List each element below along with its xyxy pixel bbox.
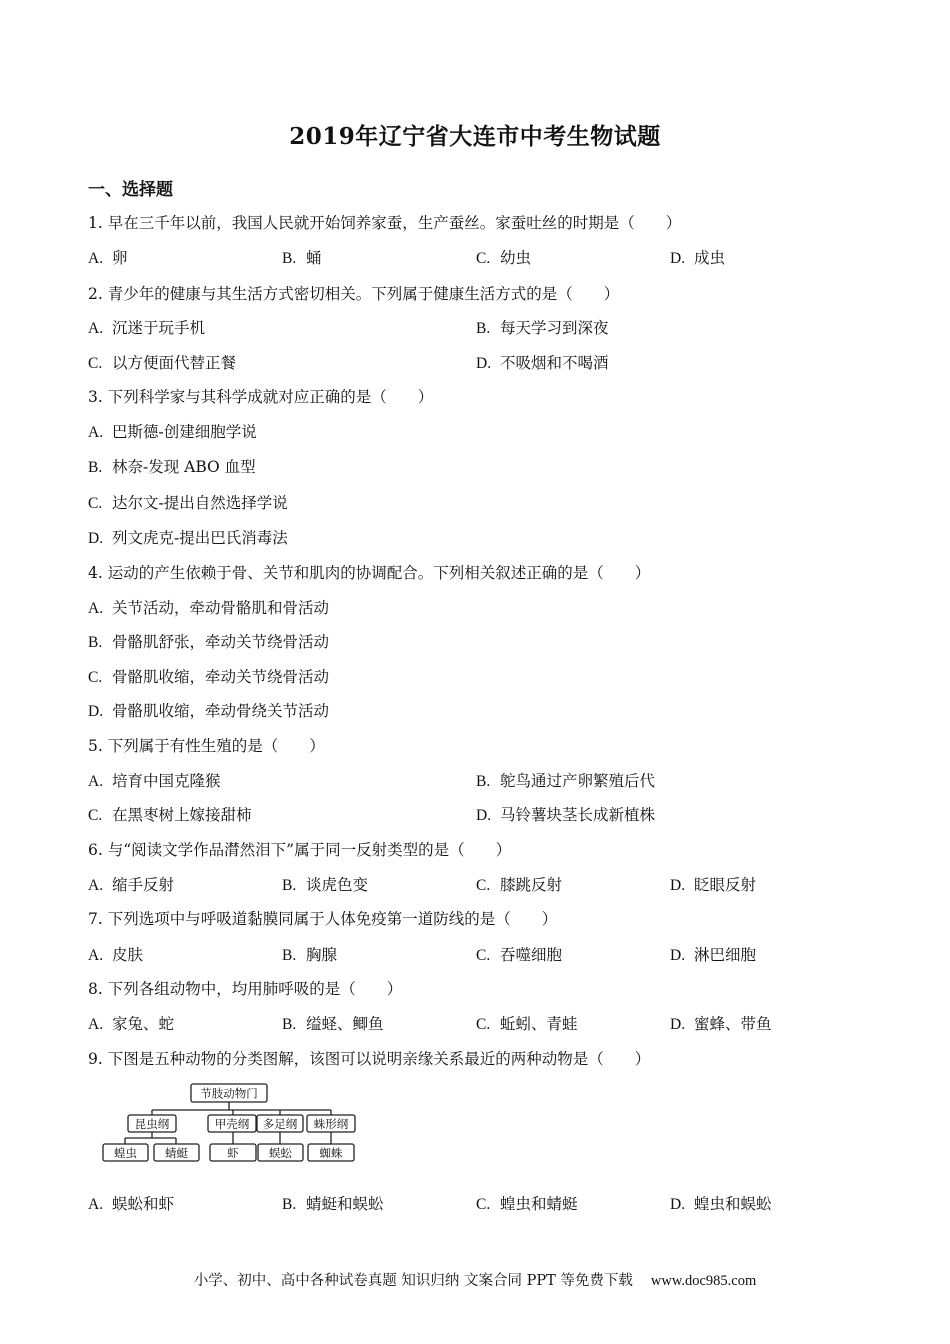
option-letter: B.	[282, 1196, 297, 1213]
option-7d	[670, 943, 756, 965]
diagram-animal-label: 蜈蚣	[269, 1146, 292, 1160]
option-text: 在黑枣树上嫁接甜柿	[112, 806, 252, 824]
question-stem-8: 8. 下列各组动物中，均用肺呼吸的是（ ）	[88, 980, 403, 998]
option-4d	[88, 699, 329, 721]
option-letter: B.	[282, 877, 297, 894]
option-letter: C.	[88, 355, 103, 372]
option-2a	[88, 316, 205, 338]
question-stem-9: 9. 下图是五种动物的分类图解，该图可以说明亲缘关系最近的两种动物是（ ）	[88, 1050, 651, 1068]
option-letter: A.	[88, 877, 104, 894]
option-letter: A.	[88, 1016, 104, 1033]
option-9a	[88, 1192, 174, 1214]
question-stem-4: 4. 运动的产生依赖于骨、关节和肌肉的协调配合。下列相关叙述正确的是（ ）	[88, 564, 651, 582]
diagram-class-label: 甲壳纲	[214, 1117, 250, 1131]
option-letter: B.	[282, 1016, 297, 1033]
option-text: 林奈-发现 ABO 血型	[112, 458, 256, 476]
option-text: 蝗虫和蜻蜓	[500, 1195, 578, 1213]
footer-text: 小学、初中、高中各种试卷真题 知识归纳 文案合同 PPT 等免费下载	[193, 1273, 633, 1289]
option-5a	[88, 769, 221, 791]
option-letter: A.	[88, 250, 104, 267]
option-3c	[88, 491, 288, 513]
option-text: 巴斯德-创建细胞学说	[112, 423, 257, 441]
option-7b	[282, 943, 337, 965]
option-text: 胸腺	[306, 946, 338, 964]
option-9c	[476, 1192, 578, 1214]
option-letter: A.	[88, 320, 104, 337]
option-text: 蛹	[306, 249, 322, 267]
option-letter: D.	[670, 1196, 686, 1213]
diagram-root-label: 节肢动物门	[200, 1086, 258, 1101]
option-letter: D.	[670, 1016, 686, 1033]
diagram-class-label: 昆虫纲	[134, 1117, 170, 1131]
option-text: 培育中国克隆猴	[112, 772, 221, 790]
option-8d	[670, 1012, 772, 1034]
option-letter: C.	[476, 250, 491, 267]
option-text: 淋巴细胞	[694, 946, 757, 964]
question-stem-2: 2. 青少年的健康与其生活方式密切相关。下列属于健康生活方式的是（ ）	[88, 285, 620, 303]
diagram-animal-label: 蜻蜓	[165, 1146, 188, 1160]
option-6a	[88, 873, 174, 895]
question-stem-5: 5. 下列属于有性生殖的是（ ）	[88, 737, 325, 755]
option-letter: C.	[88, 669, 103, 686]
option-5b	[476, 769, 655, 791]
option-letter: D.	[88, 530, 104, 547]
option-text: 骨骼肌舒张，牵动关节绕骨活动	[112, 633, 330, 651]
option-9b	[282, 1192, 384, 1214]
option-5d	[476, 803, 655, 825]
question-stem-1: 1. 早在三千年以前，我国人民就开始饲养家蚕，生产蚕丝。家蚕吐丝的时期是（ ）	[88, 214, 682, 232]
option-letter: A.	[88, 600, 104, 617]
option-6d	[670, 873, 756, 895]
option-text: 骨骼肌收缩，牵动骨绕关节活动	[112, 702, 330, 720]
option-letter: D.	[476, 807, 492, 824]
page-title: 2019年辽宁省大连市中考生物试题	[289, 123, 661, 150]
option-1c	[476, 246, 531, 268]
option-1d	[670, 246, 725, 268]
option-letter: B.	[282, 250, 297, 267]
option-4b	[88, 630, 329, 652]
option-letter: A.	[88, 947, 104, 964]
option-text: 骨骼肌收缩，牵动关节绕骨活动	[112, 668, 330, 686]
option-letter: D.	[670, 877, 686, 894]
option-text: 蜻蜓和蜈蚣	[306, 1195, 384, 1213]
option-text: 成虫	[694, 249, 726, 267]
diagram-class-label: 蛛形纲	[313, 1117, 349, 1131]
option-letter: B.	[88, 634, 103, 651]
page-footer	[0, 1269, 950, 1290]
option-text: 吞噬细胞	[500, 946, 563, 964]
option-text: 马铃薯块茎长成新植株	[500, 806, 656, 824]
option-6c	[476, 873, 562, 895]
option-letter: D.	[476, 355, 492, 372]
option-text: 达尔文-提出自然选择学说	[112, 494, 288, 512]
option-letter: D.	[670, 250, 686, 267]
option-text: 谈虎色变	[306, 876, 369, 894]
diagram-animal-label: 蝗虫	[114, 1146, 137, 1160]
option-2b	[476, 316, 609, 338]
option-text: 不吸烟和不喝酒	[500, 354, 609, 372]
section-heading: 一、选择题	[88, 180, 173, 200]
option-text: 关节活动，牵动骨骼肌和骨活动	[112, 599, 330, 617]
option-text: 膝跳反射	[500, 876, 563, 894]
option-8a	[88, 1012, 174, 1034]
question-stem-3: 3. 下列科学家与其科学成就对应正确的是（ ）	[88, 388, 434, 406]
option-letter: C.	[476, 947, 491, 964]
diagram-animal-label: 虾	[227, 1146, 239, 1160]
option-letter: C.	[476, 1196, 491, 1213]
option-4c	[88, 665, 329, 687]
option-8b	[282, 1012, 384, 1034]
option-text: 列文虎克-提出巴氏消毒法	[112, 529, 288, 547]
option-text: 卵	[112, 249, 128, 267]
option-4a	[88, 596, 329, 618]
diagram-class-label: 多足纲	[262, 1117, 298, 1131]
option-letter: C.	[88, 495, 103, 512]
option-text: 蜜蜂、带鱼	[694, 1015, 772, 1033]
option-letter: D.	[670, 947, 686, 964]
option-letter: C.	[476, 877, 491, 894]
classification-diagram	[100, 1082, 360, 1168]
option-letter: B.	[476, 773, 491, 790]
option-text: 蚯蚓、青蛙	[500, 1015, 578, 1033]
option-8c	[476, 1012, 578, 1034]
option-letter: A.	[88, 773, 104, 790]
option-text: 家兔、蛇	[112, 1015, 175, 1033]
option-letter: C.	[88, 807, 103, 824]
option-text: 沉迷于玩手机	[112, 319, 206, 337]
option-text: 皮肤	[112, 946, 144, 964]
option-6b	[282, 873, 368, 895]
option-text: 鸵鸟通过产卵繁殖后代	[500, 772, 656, 790]
option-3d	[88, 526, 288, 548]
question-stem-6: 6. 与“阅读文学作品潸然泪下”属于同一反射类型的是（ ）	[88, 841, 512, 859]
option-letter: B.	[282, 947, 297, 964]
option-text: 缢蛏、鲫鱼	[306, 1015, 384, 1033]
option-letter: B.	[476, 320, 491, 337]
option-text: 以方便面代替正餐	[112, 354, 237, 372]
question-stem-7: 7. 下列选项中与呼吸道黏膜同属于人体免疫第一道防线的是（ ）	[88, 910, 558, 928]
option-5c	[88, 803, 252, 825]
option-letter: A.	[88, 424, 104, 441]
option-9d	[670, 1192, 772, 1214]
diagram-animal-label: 蜘蛛	[319, 1146, 343, 1160]
option-7a	[88, 943, 143, 965]
option-7c	[476, 943, 562, 965]
option-letter: A.	[88, 1196, 104, 1213]
option-letter: C.	[476, 1016, 491, 1033]
option-2d	[476, 351, 609, 373]
option-text: 蝗虫和蜈蚣	[694, 1195, 772, 1213]
option-letter: D.	[88, 703, 104, 720]
option-text: 眨眼反射	[694, 876, 757, 894]
option-letter: B.	[88, 459, 103, 476]
footer-site-link[interactable]: www.doc985.com	[650, 1273, 757, 1289]
option-text: 缩手反射	[112, 876, 175, 894]
option-2c	[88, 351, 236, 373]
option-1a	[88, 246, 128, 268]
option-text: 蜈蚣和虾	[112, 1195, 175, 1213]
option-text: 每天学习到深夜	[500, 319, 609, 337]
option-3b	[88, 455, 256, 477]
option-3a	[88, 420, 257, 442]
option-1b	[282, 246, 322, 268]
option-text: 幼虫	[500, 249, 532, 267]
